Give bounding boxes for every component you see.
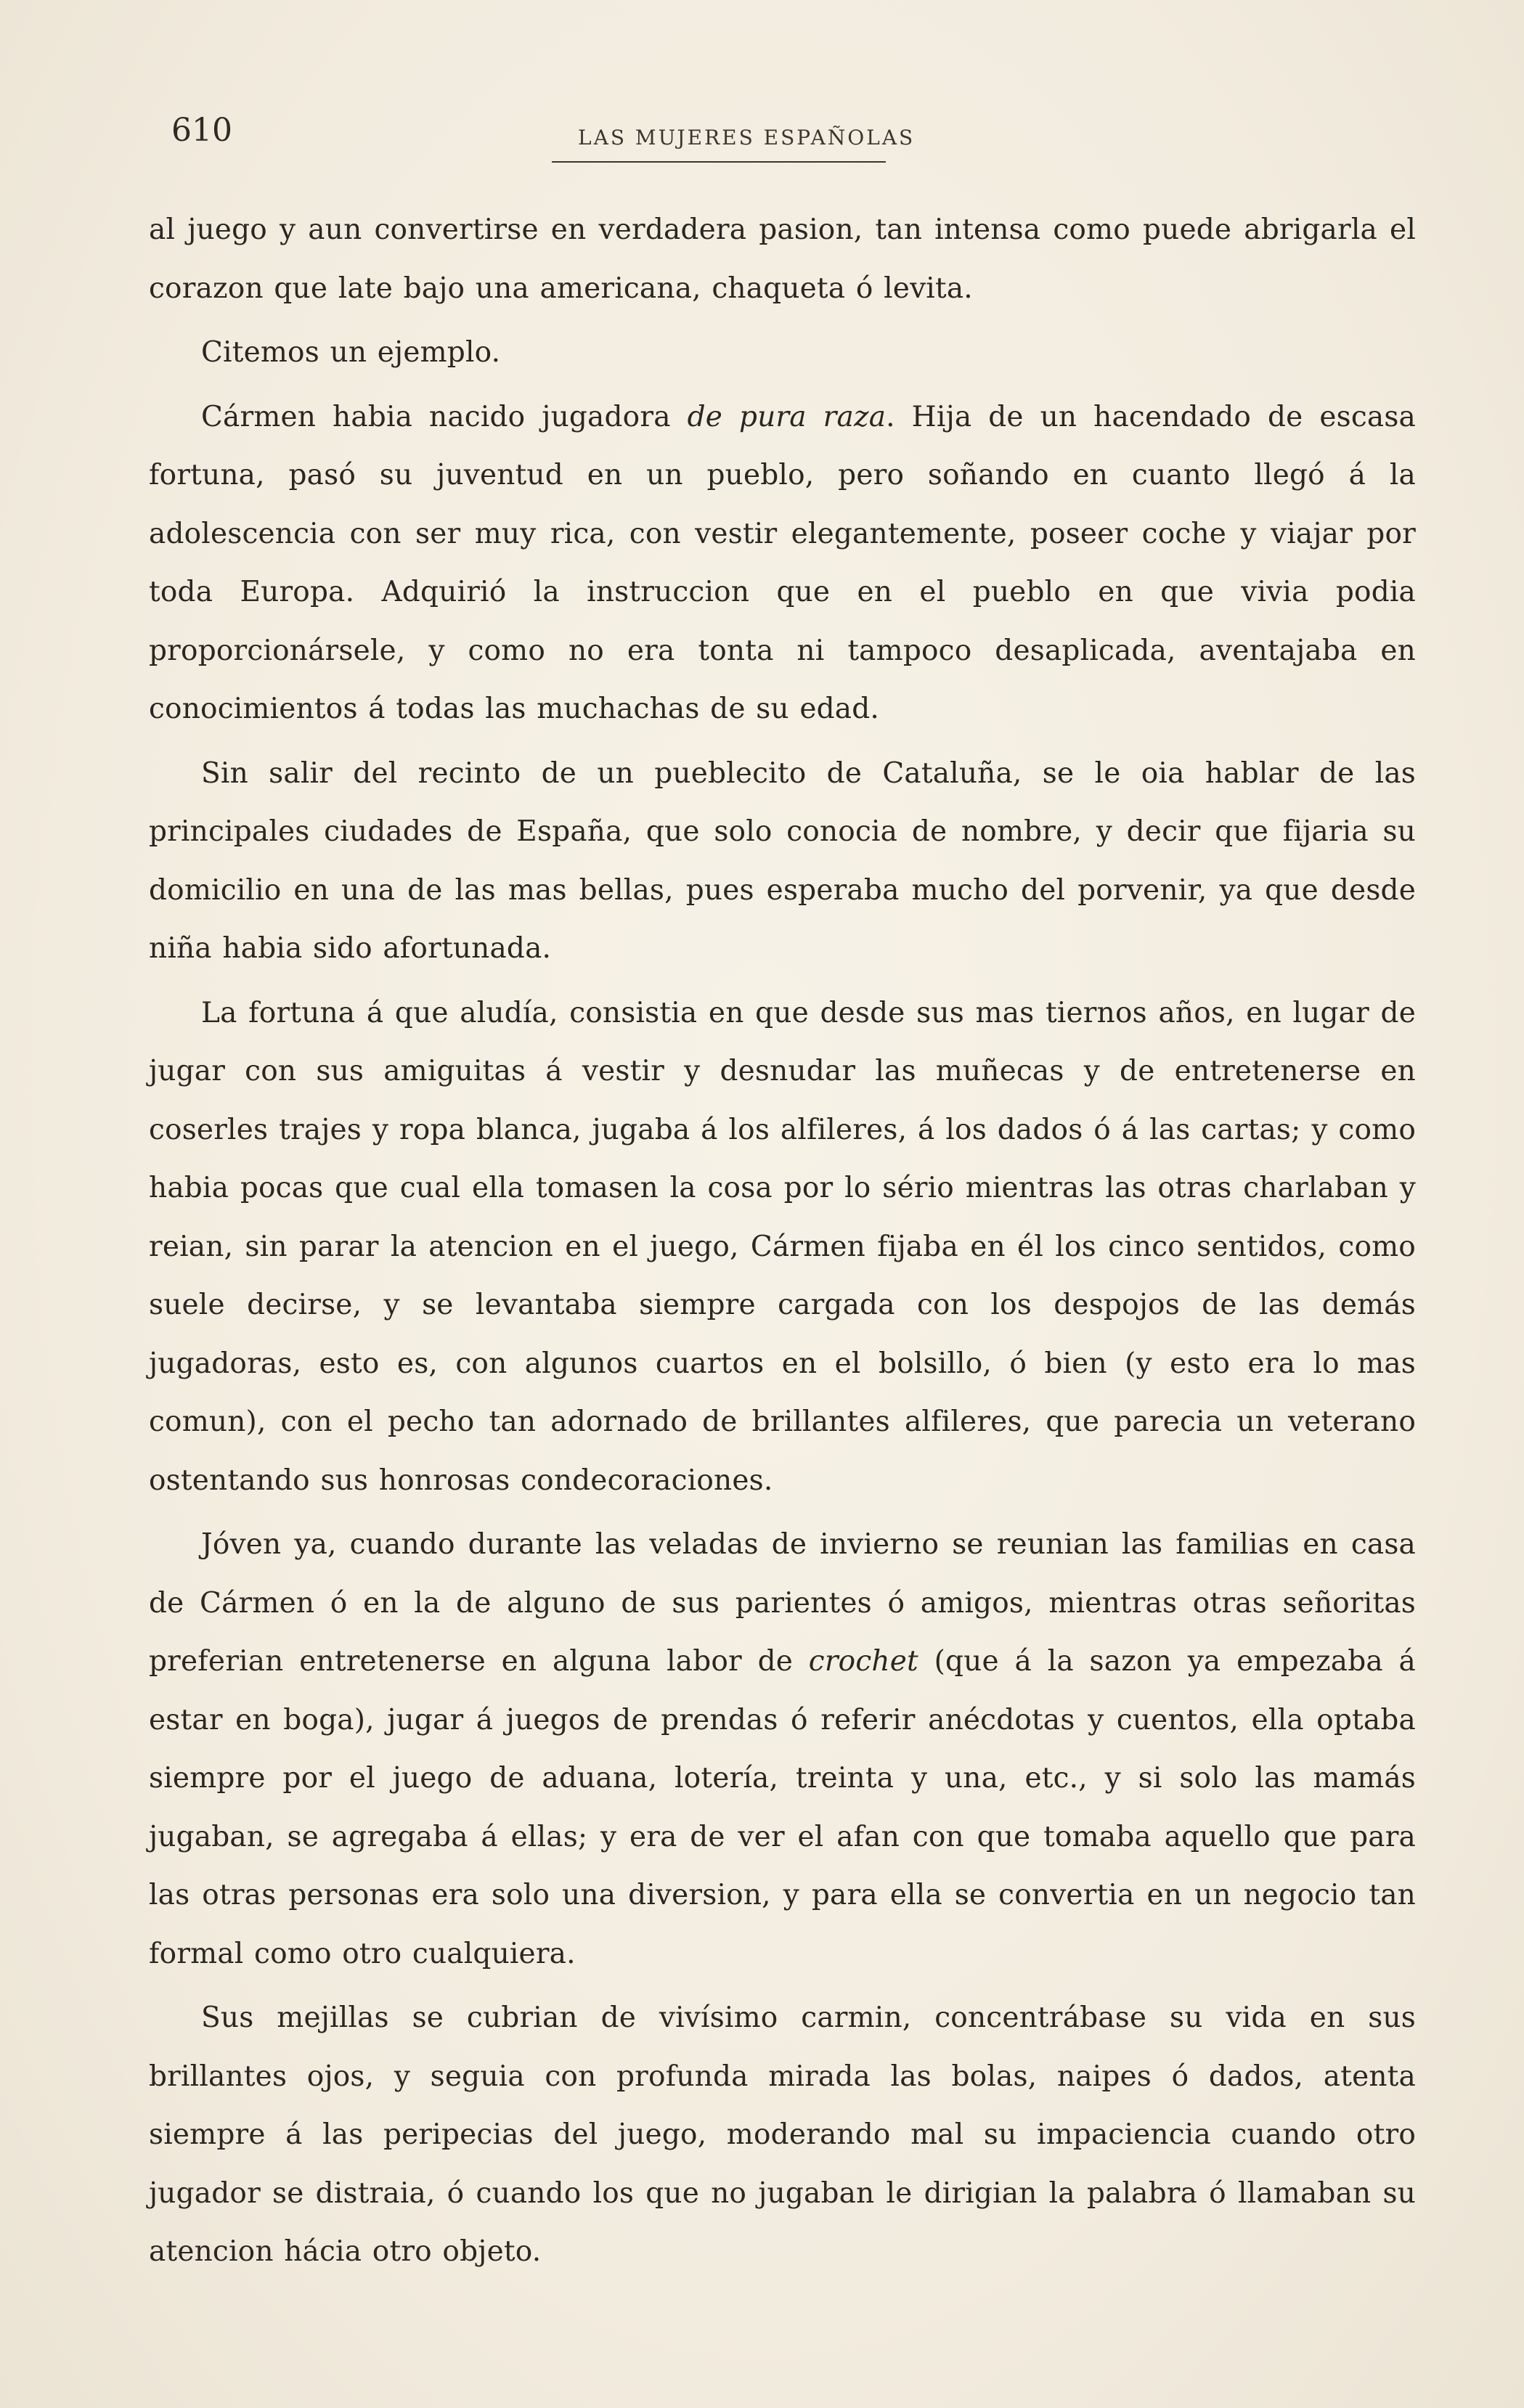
paragraph-6-text-after: (que á la sazon ya empezaba á estar en boga), jugar á juegos de prendas ó referir anécdotas y cuentos, ella optaba siempre por el juego de aduana, lotería, treinta y una, etc., y si solo las mamás jugaban, se agregaba á ellas; y era de ver el afan con que tomaba aquello que para las otras personas era solo una diversion, y para ella se convertia en un negocio tan formal como otro cualquiera. [149, 1645, 1417, 1970]
header-rule [552, 161, 886, 163]
page-header [171, 112, 1413, 170]
paragraph-6-text-before: Jóven ya, cuando durante las veladas de invierno se reunian las familias en casa de Cármen ó en la de alguno de sus parientes ó amigos, mientras otras señoritas preferian entretenerse en alguna labor de [149, 1528, 1416, 1678]
page-number: 610 [171, 112, 232, 149]
running-head: LAS MUJERES ESPAÑOLAS [578, 126, 916, 150]
body-text [149, 201, 1416, 2287]
paragraph-1: al juego y aun convertirse en verdadera pasion, tan intensa como puede abrigarla el corazon que late bajo una americana, chaqueta ó levita. [149, 213, 1416, 305]
paragraph-3-italic-phrase: de pura raza [687, 400, 887, 433]
paragraph-3-text-after: . Hija de un hacendado de escasa fortuna, pasó su juventud en un pueblo, pero soñando en cuanto llegó á la adolescencia con ser muy rica, con vestir elegantemente, poseer coche y viajar por toda Europa. Adquirió la instruccion que en el pueblo en que vivia podia proporcionársele, y como no era tonta ni tampoco desaplicada, aventajaba en conocimientos á todas las muchachas de su edad. [149, 400, 1416, 725]
paragraph-4: Sin salir del recinto de un pueblecito de Cataluña, se le oia hablar de las principales ciudades de España, que solo conocia de nombre, y decir que fijaria su domicilio en una de las mas bellas, pues esperaba mucho del porvenir, ya que desde niña habia sido afortunada. [149, 756, 1416, 965]
paragraph-3 [149, 388, 1416, 739]
paragraph-3-text-before: Cármen habia nacido jugadora [201, 400, 688, 433]
paragraph-6 [149, 1516, 1416, 1983]
paragraph-2: Citemos un ejemplo. [201, 336, 501, 369]
paragraph-5: La fortuna á que aludía, consistia en que desde sus mas tiernos años, en lugar de jugar con sus amiguitas á vestir y desnudar las muñecas y de entretenerse en coserles trajes y ropa blanca, jugaba á los alfileres, á los dados ó á las cartas; y como habia pocas que cual ella tomasen la cosa por lo sério mientras las otras charlaban y reian, sin parar la atencion en el juego, Cármen fijaba en él los cinco sentidos, como suele decirse, y se levantaba siempre cargada con los despojos de las demás jugadoras, esto es, con algunos cuartos en el bolsillo, ó bien (y esto era lo mas comun), con el pecho tan adornado de brillantes alfileres, que parecia un veterano ostentando sus honrosas condecoraciones. [149, 996, 1416, 1497]
paragraph-6-italic-word: crochet [808, 1645, 918, 1678]
paragraph-7: Sus mejillas se cubrian de vivísimo carmin, concentrábase su vida en sus brillantes ojos, y seguia con profunda mirada las bolas, naipes ó dados, atenta siempre á las peripecias del juego, moderando mal su impaciencia cuando otro jugador se distraia, ó cuando los que no jugaban le dirigian la palabra ó llamaban su atencion hácia otro objeto. [149, 2001, 1416, 2268]
